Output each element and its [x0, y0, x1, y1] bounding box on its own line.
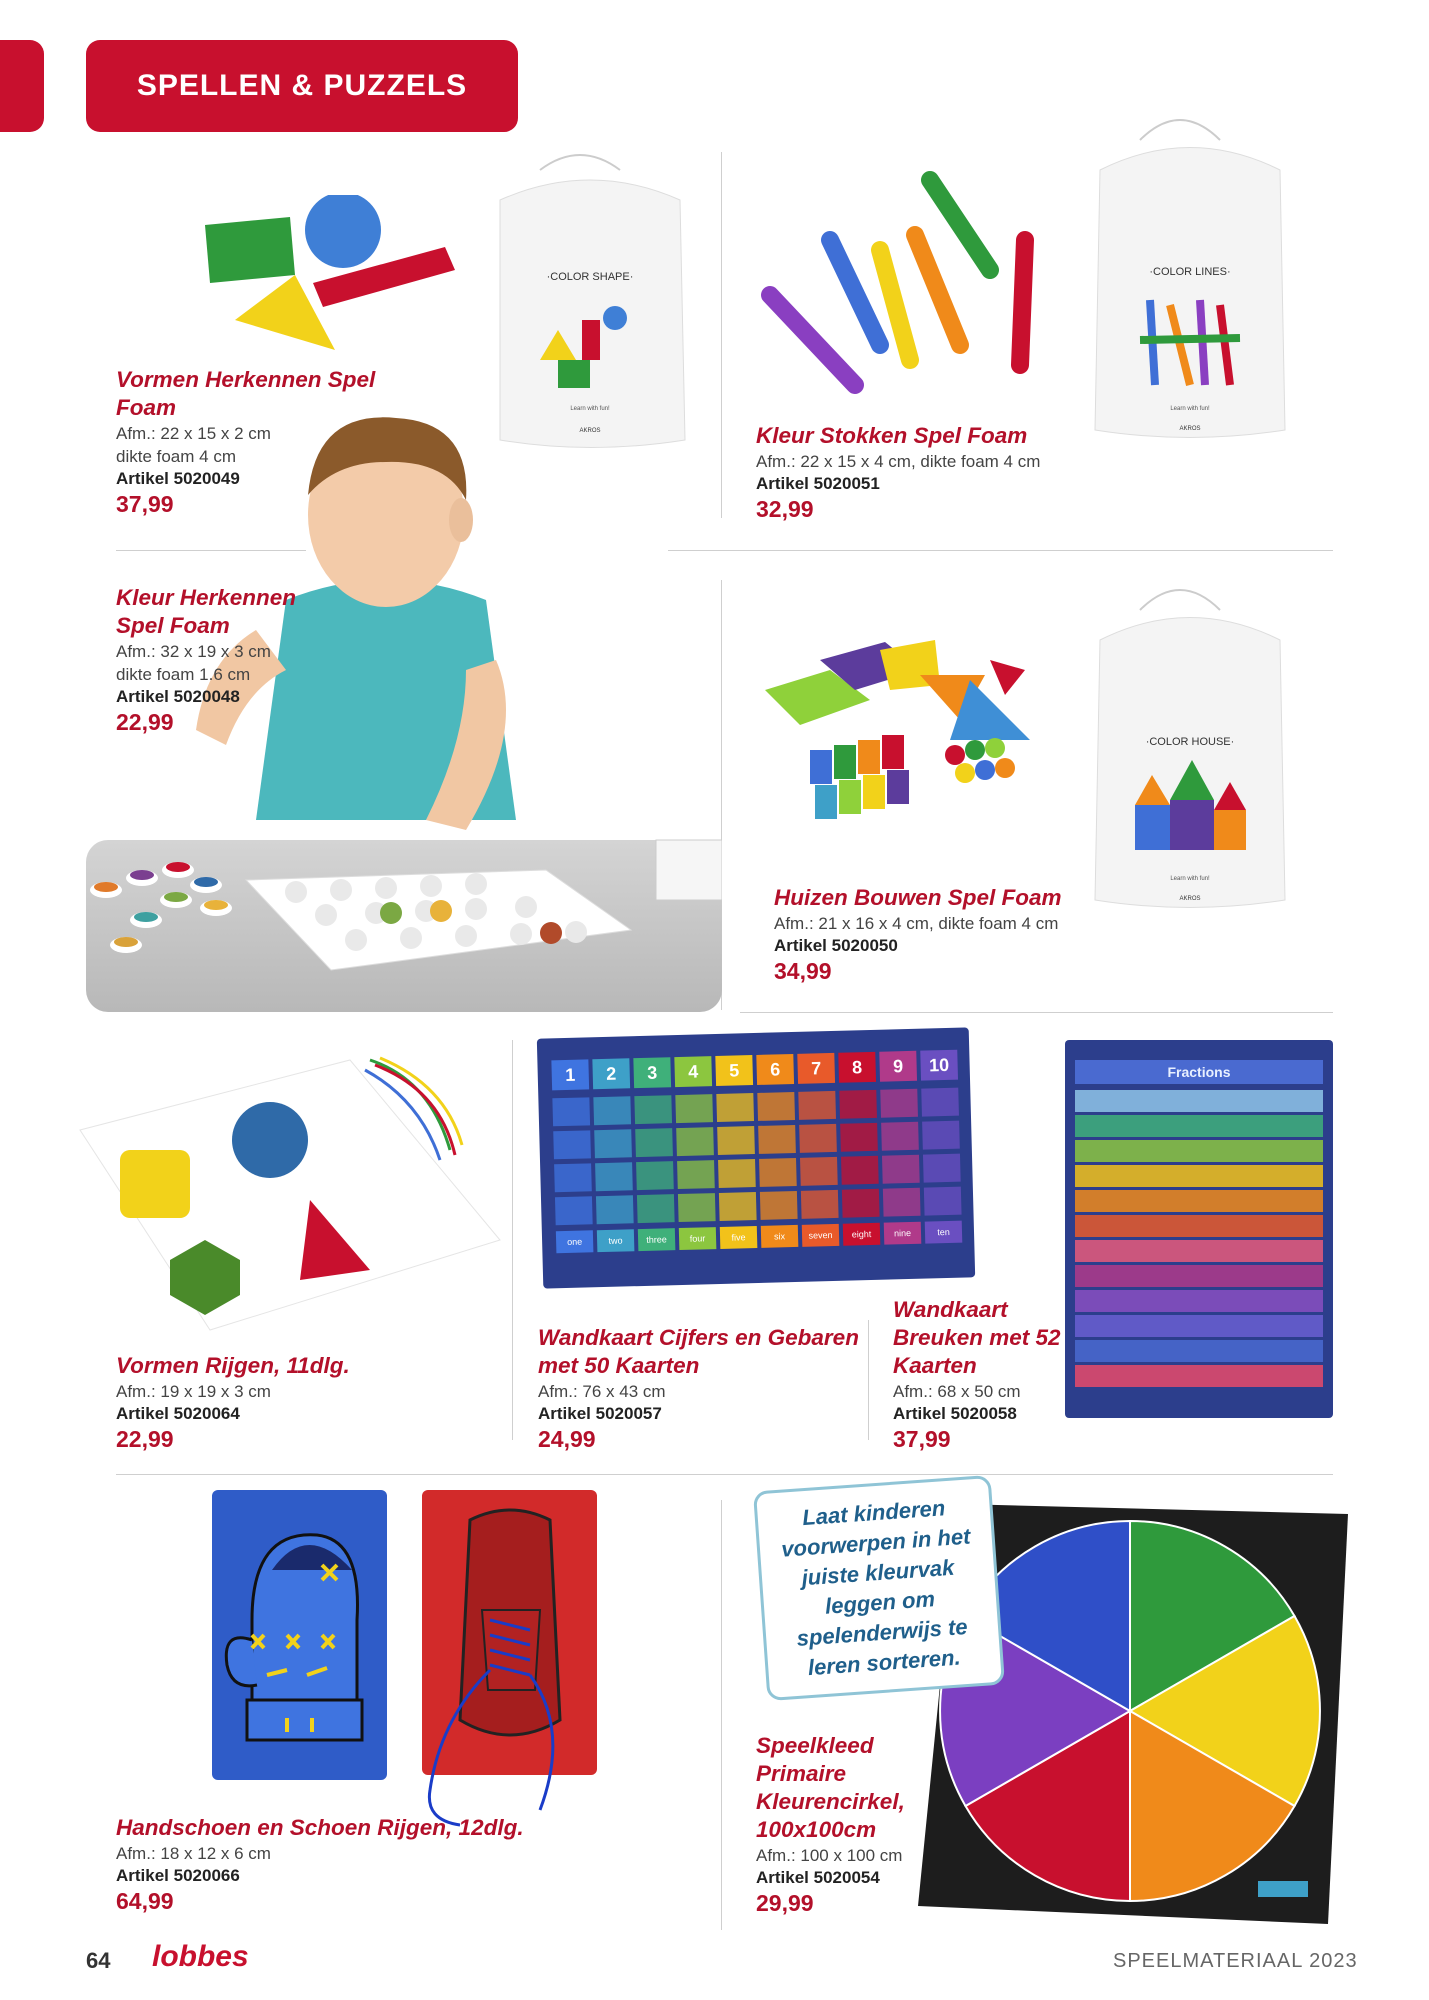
- pocket-word-card: nine: [884, 1222, 922, 1245]
- product-name: Vormen Rijgen, 11dlg.: [116, 1353, 350, 1378]
- fraction-row: [1075, 1315, 1323, 1337]
- svg-text:AKROS: AKROS: [579, 428, 601, 434]
- catalog-title: SPEELMATERIAAL 2023: [1113, 1950, 1358, 1972]
- product-article: Artikel 5020051: [756, 474, 880, 493]
- pocket-card: [924, 1187, 962, 1216]
- product-name: Kleur Herkennen Spel Foam: [116, 585, 297, 638]
- pocket-card: [801, 1190, 839, 1219]
- foam-shapes-image: [195, 195, 465, 355]
- pocket-card: [883, 1188, 921, 1217]
- product-dimensions: dikte foam 1.6 cm: [116, 665, 251, 684]
- pocket-card: [760, 1191, 798, 1220]
- pocket-card: [719, 1192, 757, 1221]
- shoe-lacing-image: [400, 1490, 600, 1830]
- product-article: Artikel 5020049: [116, 469, 240, 488]
- pocket-card: [595, 1162, 633, 1191]
- product-speelkleed: [756, 1732, 936, 1918]
- fractions-pocket-chart: [1065, 1040, 1333, 1418]
- pocket-number-card: 2: [592, 1058, 630, 1089]
- product-huizen-bouwen: [774, 884, 1174, 986]
- number-pocket-chart: [537, 1027, 975, 1288]
- lobbes-logo: lobbes: [152, 1940, 249, 1973]
- color-sticks-image: [750, 160, 1050, 410]
- svg-text:Learn with fun!: Learn with fun!: [1170, 406, 1210, 412]
- product-dimensions: Afm.: 100 x 100 cm: [756, 1846, 903, 1865]
- pocket-word-card: six: [761, 1225, 799, 1248]
- pocket-number-card: 1: [551, 1059, 589, 1090]
- pocket-card: [840, 1123, 878, 1152]
- product-article: Artikel 5020054: [756, 1868, 880, 1887]
- fraction-row: [1075, 1340, 1323, 1362]
- svg-text:·COLOR SHAPE·: ·COLOR SHAPE·: [546, 271, 634, 283]
- product-price: 29,99: [756, 1890, 814, 1916]
- fraction-row: [1075, 1090, 1323, 1112]
- pocket-number-card: 7: [797, 1053, 835, 1084]
- pocket-word-card: seven: [802, 1224, 840, 1247]
- pocket-card: [553, 1130, 591, 1159]
- fraction-row: [1075, 1215, 1323, 1237]
- pocket-card: [678, 1193, 716, 1222]
- pocket-card: [757, 1092, 795, 1121]
- divider: [668, 550, 1333, 551]
- pocket-card: [555, 1196, 593, 1225]
- pocket-card: [552, 1097, 590, 1126]
- pocket-card: [596, 1195, 634, 1224]
- divider: [721, 1500, 722, 1930]
- pocket-word-card: four: [679, 1227, 717, 1250]
- callout-text: Laat kinderen voorwerpen in het juiste kleurvak leggen om spelenderwijs te leren sorteren.: [780, 1495, 972, 1681]
- fraction-row: [1075, 1140, 1323, 1162]
- fraction-row: [1075, 1165, 1323, 1187]
- product-name: Vormen Herkennen Spel Foam: [116, 367, 376, 420]
- svg-text:Learn with fun!: Learn with fun!: [1170, 876, 1210, 882]
- product-price: 32,99: [756, 496, 814, 522]
- pocket-card: [717, 1126, 755, 1155]
- svg-text:·COLOR LINES·: ·COLOR LINES·: [1149, 266, 1231, 278]
- product-wandkaart-cijfers: [538, 1324, 863, 1454]
- product-name: Kleur Stokken Spel Foam: [756, 423, 1028, 448]
- product-price: 37,99: [116, 491, 174, 517]
- product-dimensions: Afm.: 68 x 50 cm: [893, 1382, 1021, 1401]
- pocket-card: [637, 1194, 675, 1223]
- product-kleur-herkennen: [116, 584, 326, 737]
- pocket-card: [634, 1095, 672, 1124]
- product-article: Artikel 5020048: [116, 687, 240, 706]
- divider: [740, 1012, 1333, 1013]
- product-dimensions: Afm.: 22 x 15 x 4 cm, dikte foam 4 cm: [756, 452, 1041, 471]
- divider: [868, 1320, 869, 1440]
- product-article: Artikel 5020058: [893, 1404, 1017, 1423]
- pocket-card: [554, 1163, 592, 1192]
- fraction-row: [1075, 1365, 1323, 1387]
- product-dimensions: Afm.: 21 x 16 x 4 cm, dikte foam 4 cm: [774, 914, 1059, 933]
- pocket-word-card: ten: [925, 1221, 963, 1244]
- pocket-card: [798, 1091, 836, 1120]
- color-lines-bag-image: [1080, 100, 1300, 460]
- color-house-bag-image: [1080, 570, 1300, 930]
- pocket-number-card: 9: [879, 1051, 917, 1082]
- product-article: Artikel 5020057: [538, 1404, 662, 1423]
- pocket-word-card: one: [556, 1230, 594, 1253]
- product-name: Wandkaart Cijfers en Gebaren met 50 Kaarten: [538, 1325, 859, 1378]
- product-vormen-rijgen: [116, 1352, 416, 1454]
- pocket-card: [841, 1156, 879, 1185]
- pocket-card: [636, 1161, 674, 1190]
- pocket-number-card: 5: [715, 1055, 753, 1086]
- pocket-card: [716, 1093, 754, 1122]
- product-name: Handschoen en Schoen Rijgen, 12dlg.: [116, 1815, 524, 1840]
- product-price: 24,99: [538, 1426, 596, 1452]
- pocket-word-card: eight: [843, 1223, 881, 1246]
- fraction-row: [1075, 1240, 1323, 1262]
- product-handschoen-schoen: [116, 1814, 556, 1916]
- pocket-card: [799, 1124, 837, 1153]
- pocket-number-card: 10: [920, 1050, 958, 1081]
- product-article: Artikel 5020066: [116, 1866, 240, 1885]
- house-pieces-image: [760, 630, 1080, 850]
- product-price: 34,99: [774, 958, 832, 984]
- pocket-card: [676, 1127, 714, 1156]
- pocket-card: [594, 1129, 632, 1158]
- fraction-row: [1075, 1265, 1323, 1287]
- mitten-lacing-image: [212, 1490, 387, 1780]
- product-price: 22,99: [116, 709, 174, 735]
- callout-box: [753, 1475, 1005, 1701]
- pocket-card: [800, 1157, 838, 1186]
- pocket-card: [921, 1088, 959, 1117]
- fraction-row: [1075, 1190, 1323, 1212]
- svg-text:AKROS: AKROS: [1179, 426, 1201, 432]
- product-price: 22,99: [116, 1426, 174, 1452]
- pocket-card: [839, 1090, 877, 1119]
- pocket-card: [842, 1189, 880, 1218]
- product-dimensions: Afm.: 76 x 43 cm: [538, 1382, 666, 1401]
- pocket-number-card: 4: [674, 1056, 712, 1087]
- pocket-card: [677, 1160, 715, 1189]
- fraction-row: [1075, 1115, 1323, 1137]
- pocket-number-card: 6: [756, 1054, 794, 1085]
- product-vormen-herkennen: [116, 366, 386, 519]
- product-article: Artikel 5020064: [116, 1404, 240, 1423]
- product-dimensions: Afm.: 19 x 19 x 3 cm: [116, 1382, 271, 1401]
- svg-text:AKROS: AKROS: [1179, 896, 1201, 902]
- header-tab: [0, 40, 44, 132]
- pocket-card: [718, 1159, 756, 1188]
- pocket-number-card: 8: [838, 1052, 876, 1083]
- product-dimensions: Afm.: 22 x 15 x 2 cm: [116, 424, 271, 443]
- product-wandkaart-breuken: [893, 1296, 1063, 1454]
- pocket-card: [675, 1094, 713, 1123]
- pocket-card: [758, 1125, 796, 1154]
- pocket-card: [635, 1128, 673, 1157]
- svg-text:Learn with fun!: Learn with fun!: [570, 406, 610, 412]
- section-title: SPELLEN & PUZZELS: [86, 40, 518, 132]
- pocket-card: [880, 1089, 918, 1118]
- product-name: Speelkleed Primaire Kleurencirkel, 100x100cm: [756, 1733, 905, 1842]
- product-dimensions: Afm.: 32 x 19 x 3 cm: [116, 642, 271, 661]
- pocket-number-card: 3: [633, 1057, 671, 1088]
- divider: [116, 1474, 1333, 1475]
- pocket-card: [882, 1155, 920, 1184]
- pocket-word-card: five: [720, 1226, 758, 1249]
- page-number: 64: [86, 1948, 111, 1973]
- product-name: Wandkaart Breuken met 52 Kaarten: [893, 1297, 1061, 1378]
- fraction-row: [1075, 1290, 1323, 1312]
- product-name: Huizen Bouwen Spel Foam: [774, 885, 1062, 910]
- product-article: Artikel 5020050: [774, 936, 898, 955]
- product-dimensions: Afm.: 18 x 12 x 6 cm: [116, 1844, 271, 1863]
- lacing-shapes-image: [70, 1040, 510, 1340]
- divider: [512, 1040, 513, 1440]
- pocket-card: [593, 1096, 631, 1125]
- pocket-word-card: two: [597, 1229, 635, 1252]
- product-dimensions: dikte foam 4 cm: [116, 447, 236, 466]
- product-price: 64,99: [116, 1888, 174, 1914]
- pocket-word-card: three: [638, 1228, 676, 1251]
- pocket-card: [923, 1154, 961, 1183]
- product-price: 37,99: [893, 1426, 951, 1452]
- pocket-card: [922, 1121, 960, 1150]
- svg-text:·COLOR HOUSE·: ·COLOR HOUSE·: [1145, 736, 1235, 748]
- pocket-card: [881, 1122, 919, 1151]
- pocket-card: [759, 1158, 797, 1187]
- fractions-title: Fractions: [1075, 1060, 1323, 1084]
- product-kleur-stokken: [756, 422, 1156, 524]
